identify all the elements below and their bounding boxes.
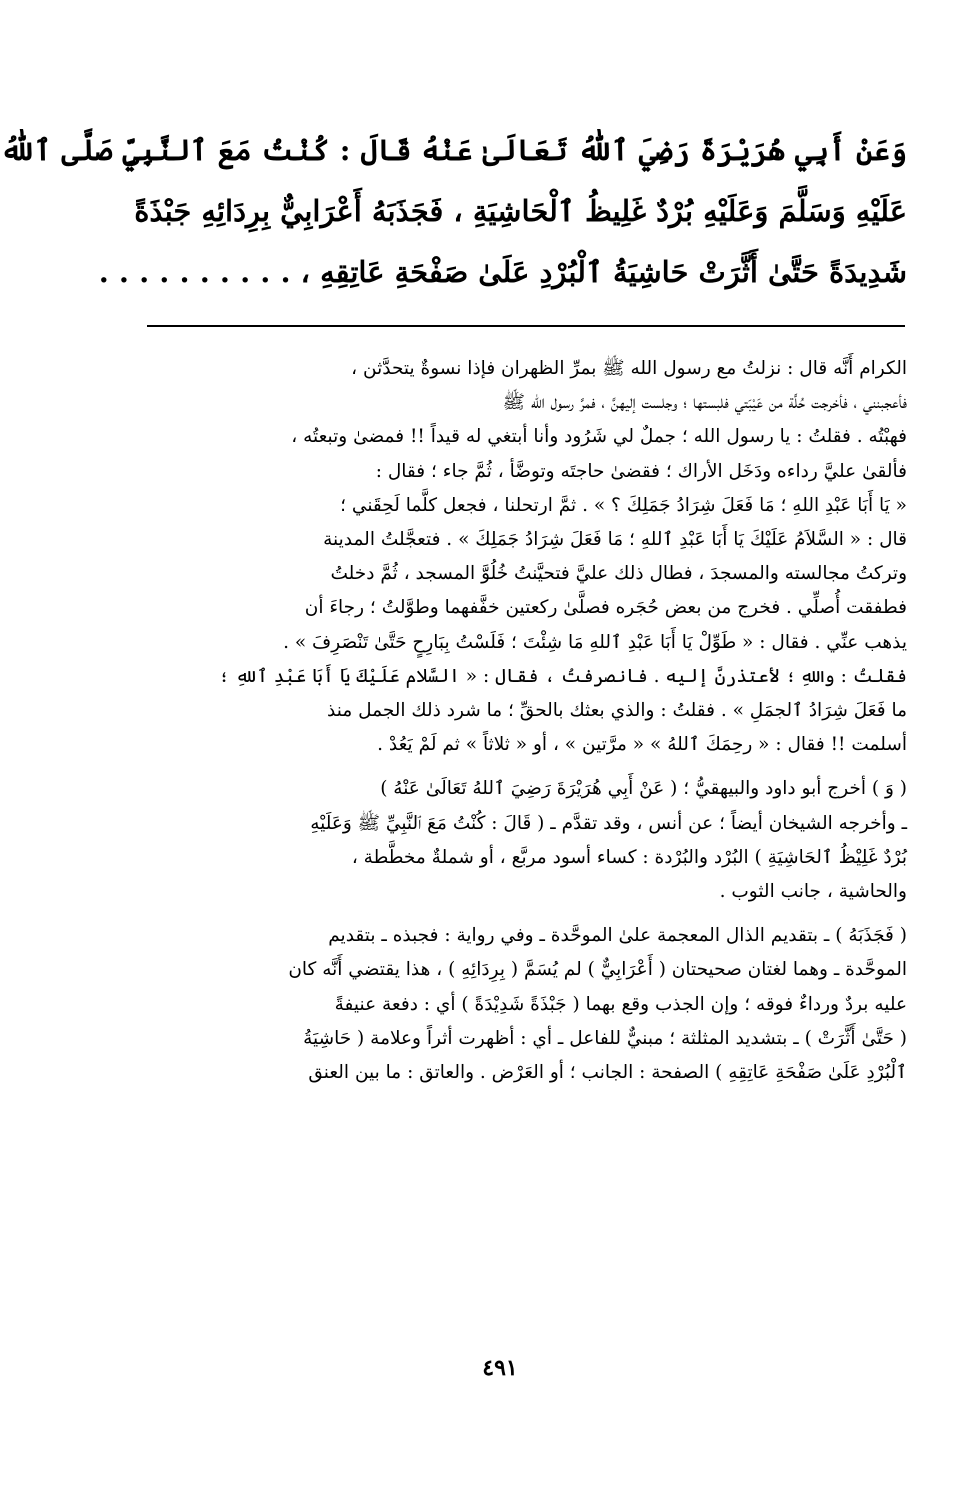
commentary-line: فقلتُ : واللهِ ؛ لأعتذرنَّ إليه . فانصرفتُ ، فقال : « السَّلام عَلَيْكَ يَا أَبَا عَبْدِ ٱللهِ ؛ <box>218 665 907 687</box>
commentary-section <box>147 352 907 1090</box>
commentary-line: ما فَعَلَ شِرَادُ ٱلجمَلِ » . فقلتُ : والذي بعثك بالحقِّ ؛ ما شرد ذلك الجمل منذ <box>327 700 907 722</box>
page-number: ٤٩١ <box>482 1355 518 1381</box>
commentary-line: وتركتُ مجالسته والمسجدَ ، فطال ذلك عليَّ فتحيَّنتُ خُلُوَّ المسجد ، ثُمَّ دخلتُ <box>330 563 907 585</box>
commentary-line: والحاشية ، جانب الثوب . <box>719 881 907 903</box>
commentary-line: « يَا أَبَا عَبْدِ اللهِ ؛ مَا فَعَلَ شِرَادُ جَمَلِكَ ؟ » . ثمَّ ارتحلنا ، فجعل كلَّما لَحِقَني ؛ <box>340 494 907 516</box>
commentary-line: ( فَجَذَبَهُ ) ـ بتقديم الذال المعجمة علىٰ الموحَّدة ـ وفي رواية : فجبذه ـ بتقديم <box>328 925 907 947</box>
commentary-paragraph <box>147 352 907 762</box>
commentary-line: فأعجبنني ، فأخرجت حُلَّة من عَيْبَتي فلبستها ؛ وجلست إليهنَّ ، فمرَّ رسول الله ﷺ <box>502 392 907 414</box>
commentary-line: الكرام أَنَّه قال : نزلتُ مع رسول الله ﷺ بمرِّ الظهران فإذا نسوةٌ يتحدَّثن ، <box>351 358 907 379</box>
commentary-line: فطفقت أُصلِّي . فخرج من بعض حُجَره فصلَّىٰ ركعتين خفَّفهما وطوَّلتُ ؛ رجاءَ أن <box>304 597 907 619</box>
commentary-line: ( حَتَّىٰ أَثَّرَتْ ) ـ بتشديد المثلثة ؛ مبنيٌّ للفاعل ـ أي : أظهرت أثراً وعلامة ( حَاشِيَةُ <box>303 1027 907 1049</box>
commentary-line: يذهب عنِّي . فقال : « طَوِّلْ يَا أَبَا عَبْدِ ٱللهِ مَا شِئْتَ ؛ فَلَسْتُ بِبَارِحٍ حَتَّىٰ تَنْصَرِفَ » . <box>283 631 907 653</box>
section-divider <box>147 325 905 327</box>
commentary-paragraph <box>147 772 907 909</box>
commentary-line: الموحَّدة ـ وهما لغتان صحيحتان ( أَعْرَابِيٌّ ) لم يُسَمَّ ( بِرِدَائِهِ ) ، هذا يقتضي أَنَّه كان <box>288 959 907 981</box>
hadith-text <box>0 120 907 303</box>
commentary-line: ـ وأخرجه الشيخان أيضاً ؛ عن أنس ، وقد تقدَّم ـ ( قَالَ : كُنْتُ مَعَ ٱلنَّبِيِّ ﷺ وَعَلَيْهِ <box>310 812 907 834</box>
commentary-line: بُرْدٌ غَلِيْظُ ٱلحَاشِيَةِ ) البُرْد والبُرْدة : كساء أسود مربَّع ، أو شملةٌ مخطَّطة ، <box>351 846 907 868</box>
commentary-line: ( وَ ) أخرج أبو داود والبيهقيُّ ؛ ( عَنْ أَبِي هُرَيْرَةَ رَضِيَ ٱللهُ تَعَالَىٰ عَنْهُ ) <box>380 778 907 800</box>
commentary-line: قال : « السَّلاَمُ عَلَيْكَ يَا أَبَا عَبْدِ ٱللهِ ؛ مَا فَعَلَ شِرَادُ جَمَلِكَ » . فتعجَّلتُ المدينة <box>323 529 907 551</box>
hadith-line: شَدِيدَةً حَتَّىٰ أَثَّرَتْ حَاشِيَةُ ٱلْبُرْدِ عَلَىٰ صَفْحَةِ عَاتِقِهِ ، . . . . . . . . . . <box>98 255 907 289</box>
hadith-section <box>0 120 907 303</box>
hadith-line: وَعَنْ أَبِي هُرَيْرَةَ رَضِيَ ٱللّٰهُ تَعَالَىٰ عَنْهُ قَالَ : كُنْتُ مَعَ ٱلنَّبِيِّ صَلَّى ٱللّٰهُ <box>0 133 907 167</box>
commentary-paragraph <box>147 919 907 1090</box>
commentary-line: عليه بردٌ ورداءٌ فوقه ؛ وإن الجذب وقع بهما ( جَبْذَةً شَدِيْدَةً ) أي : دفعة عنيفةً <box>334 993 907 1015</box>
commentary-line: فألقىٰ عليَّ رداءه ودَخَل الأراك ؛ فقضىٰ حاجتَه وتوضَّأ ، ثُمَّ جاء ؛ فقال : <box>375 460 907 482</box>
commentary-line: فهبْتُه . فقلتُ : يا رسول الله ؛ جملٌ لي شَرُود وأنا أبتغي له قيداً !! فمضىٰ وتبعتُه ، <box>291 426 907 448</box>
hadith-line: عَلَيْهِ وَسَلَّمَ وَعَلَيْهِ بُرْدٌ غَلِيظُ ٱلْحَاشِيَةِ ، فَجَذَبَهُ أَعْرَابِيٌّ بِرِدَائِهِ جَبْذَةً <box>134 194 907 228</box>
commentary-line: أسلمت !! فقال : « رحِمَكَ ٱللهُ » « مرَّتين » ، أو « ثلاثاً » ثم لَمْ يَعُدْ . <box>377 734 907 756</box>
commentary-line: ٱلْبُرْدِ عَلَىٰ صَفْحَةِ عَاتِقِهِ ) الصفحة : الجانب ؛ أو العَرْض . والعاتق : ما بين العنق <box>308 1062 907 1084</box>
